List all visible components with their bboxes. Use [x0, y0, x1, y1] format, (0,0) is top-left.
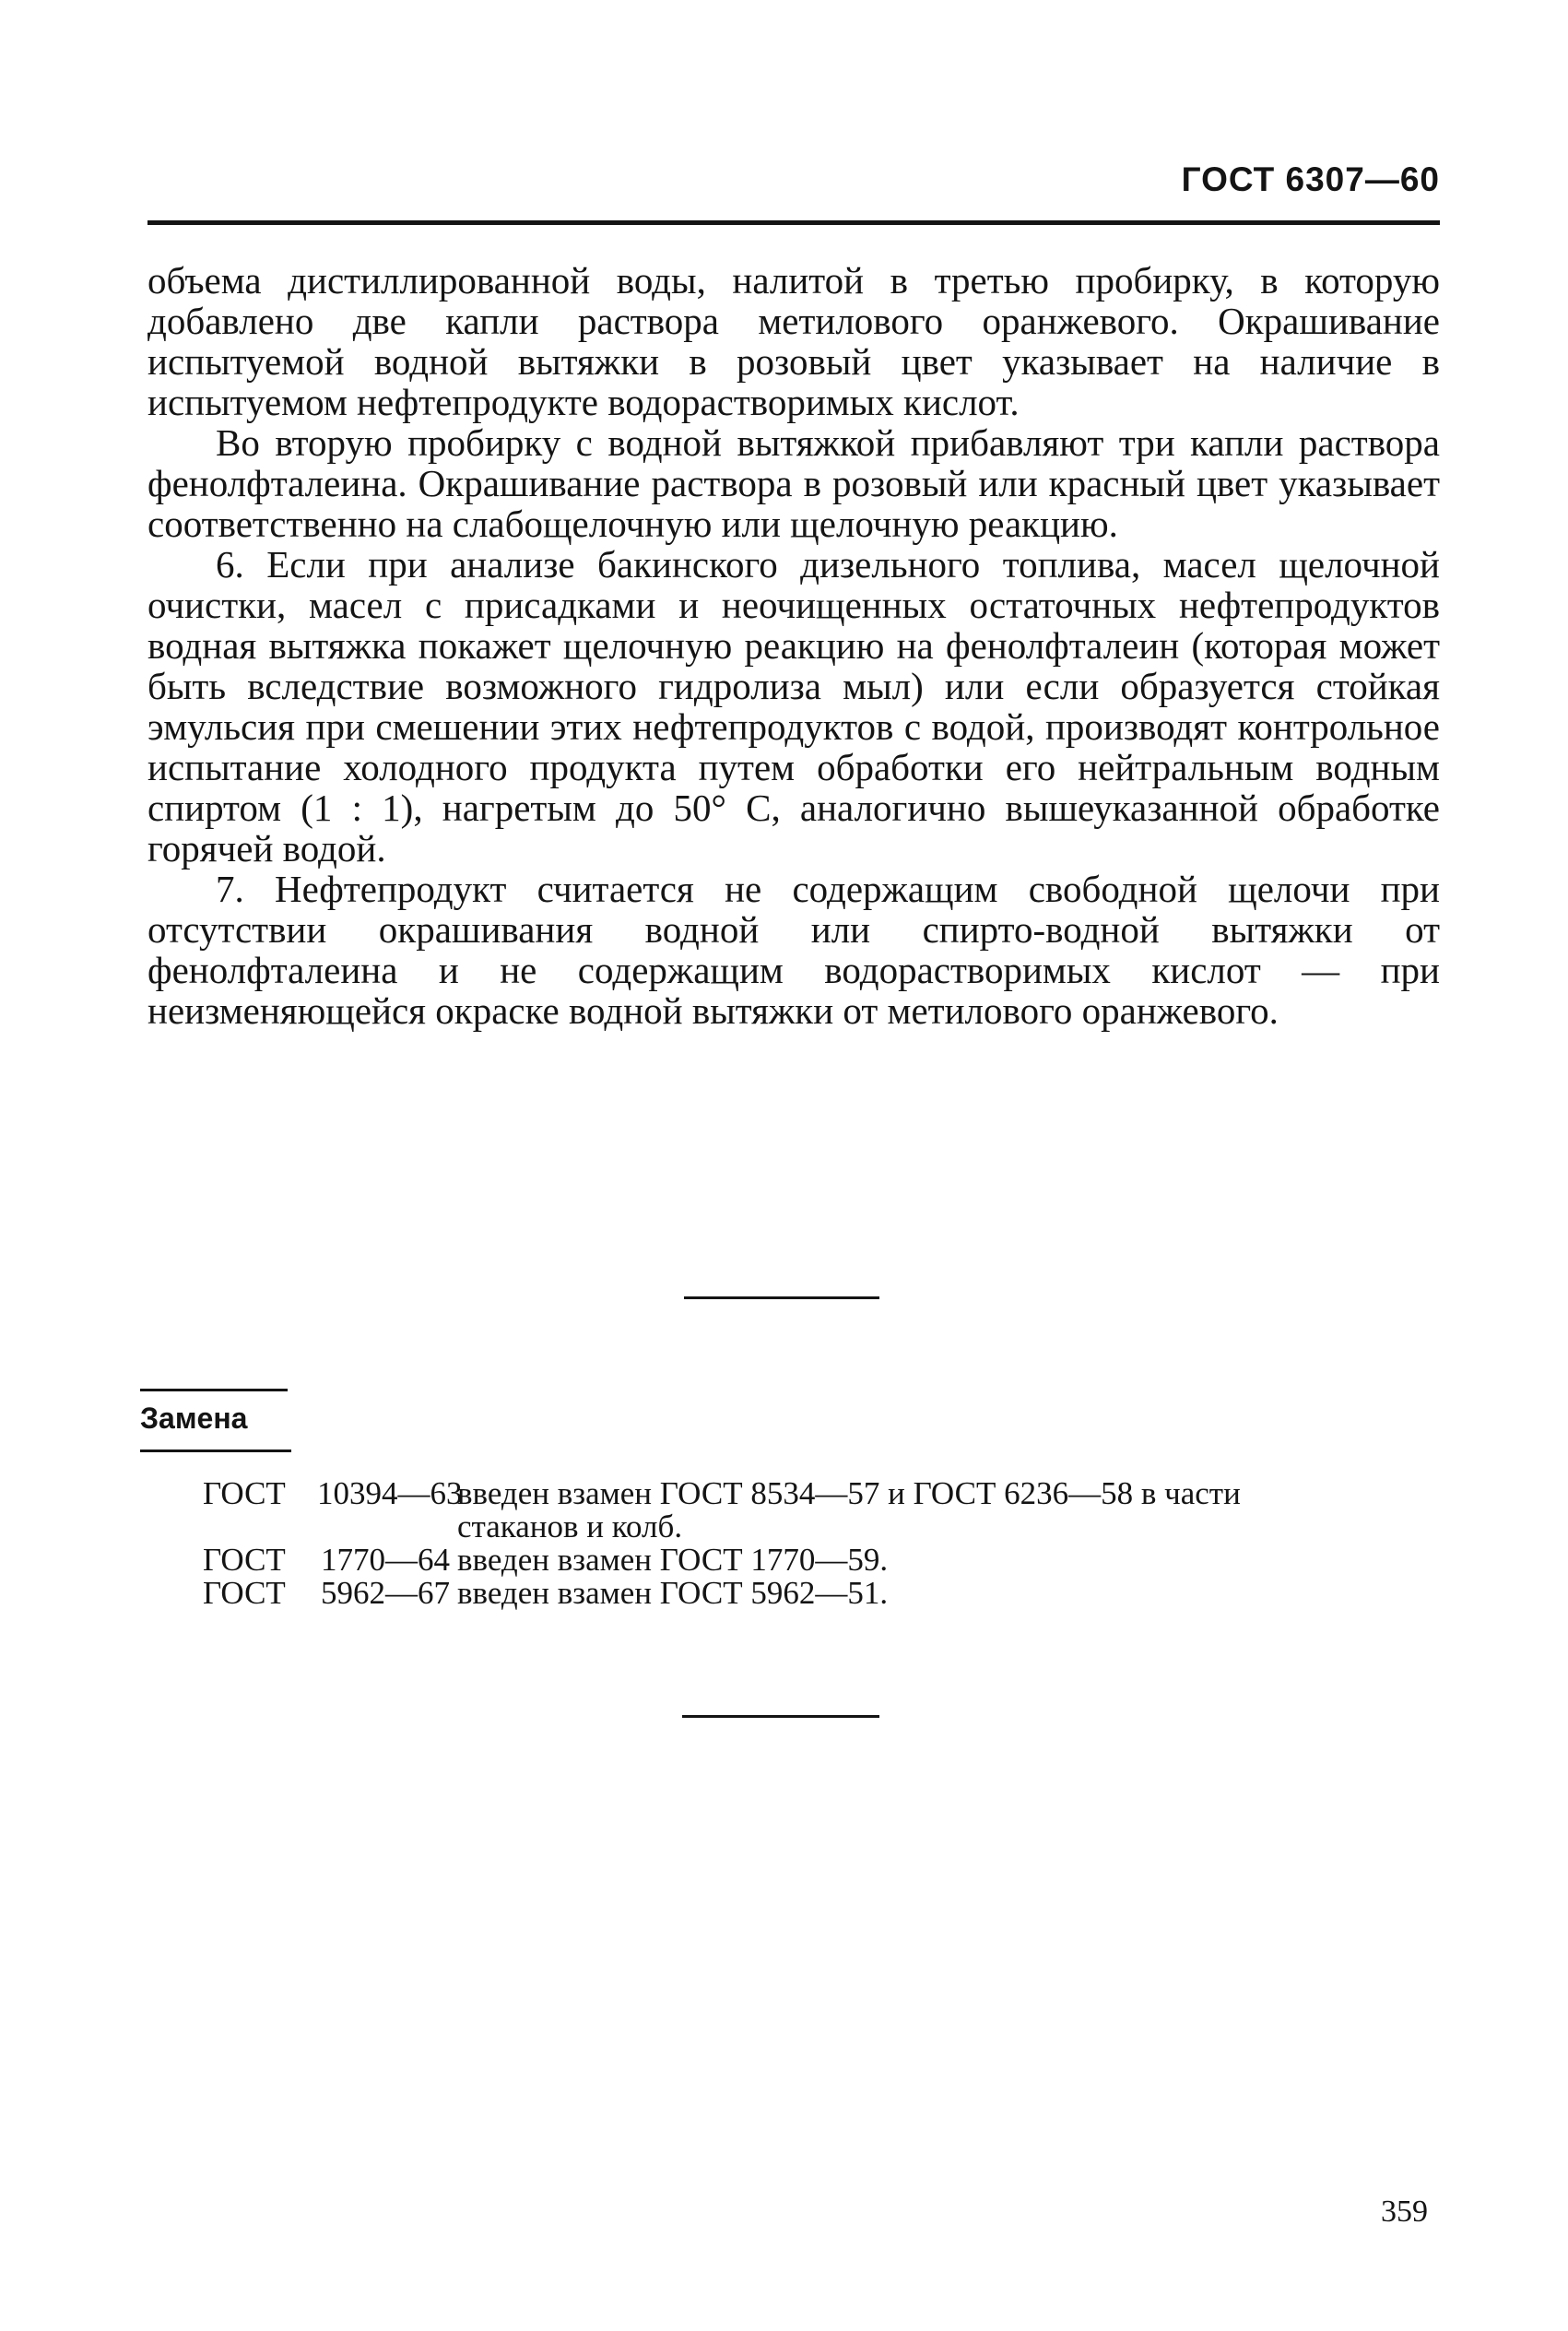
replacement-gost-label: ГОСТ	[203, 1575, 286, 1611]
replacement-number: 10394—63	[317, 1475, 463, 1511]
replacement-gost-label: ГОСТ	[203, 1475, 286, 1511]
paragraph: Во вторую пробирку с водной вытяжкой прибавляют три капли раствора фенолфталеина. Окрашивание раствора в розовый или красный цвет указывает соответственно на слабощелочную или щелочную реакцию.	[147, 421, 1440, 545]
replacement-number: 1770—64	[321, 1542, 450, 1578]
header-rule	[147, 220, 1440, 225]
body-text	[147, 260, 1440, 1031]
replacement-title: Замена	[140, 1402, 248, 1435]
page-number: 359	[1381, 2195, 1428, 2229]
replacement-gost-label: ГОСТ	[203, 1542, 286, 1578]
paragraph-item-7: 7. Нефтепродукт считается не содержащим свободной щелочи при отсутствии окрашивания водной или спирто-водной вытяжки от фенолфталеина и не содержащим водорастворимых кислот — при неизменяющейся окраске водной вытяжки от метилового оранжевого.	[147, 868, 1440, 1032]
replacement-row	[203, 1544, 1434, 1577]
paragraph-item-6: 6. Если при анализе бакинского дизельного топлива, масел щелочной очистки, масел с присадками и неочищенных остаточных нефтепродуктов водная вытяжка покажет щелочную реакцию на фенолфталеин (которая может быть вследствие возможного гидролиза мыл) или если образуется стойкая эмульсия при смешении этих нефтепродуктов с водой, производят контрольное испытание холодного продукта путем обработки его нейтральным водным спиртом (1 : 1), нагретым до 50° С, аналогично вышеуказанной обработке горячей водой.	[147, 543, 1440, 870]
replacement-title-rule	[140, 1449, 291, 1452]
replacement-continuation-text: стаканов и колб.	[457, 1509, 683, 1544]
replacement-number: 5962—67	[321, 1575, 450, 1611]
replacement-text: введен взамен ГОСТ 1770—59.	[457, 1542, 889, 1578]
replacement-continuation	[203, 1510, 1434, 1544]
replacement-text: введен взамен ГОСТ 8534—57 и ГОСТ 6236—58 в части	[457, 1475, 1241, 1511]
standard-code: ГОСТ 6307—60	[1181, 160, 1440, 198]
replacement-row	[203, 1477, 1434, 1510]
paragraph: объема дистиллированной воды, налитой в третью пробирку, в которую добавлено две капли раствора метилового оранжевого. Окрашивание испытуемой водной вытяжки в розовый цвет указывает на наличие в испытуемом нефтепродукте водорастворимых кислот.	[147, 259, 1440, 423]
replacement-row	[203, 1577, 1434, 1610]
page-header	[147, 160, 1440, 216]
section-separator	[684, 1296, 879, 1299]
section-separator	[682, 1715, 879, 1718]
replacement-list	[203, 1477, 1434, 1610]
replacement-title-rule	[140, 1389, 288, 1391]
replacement-text: введен взамен ГОСТ 5962—51.	[457, 1575, 889, 1611]
